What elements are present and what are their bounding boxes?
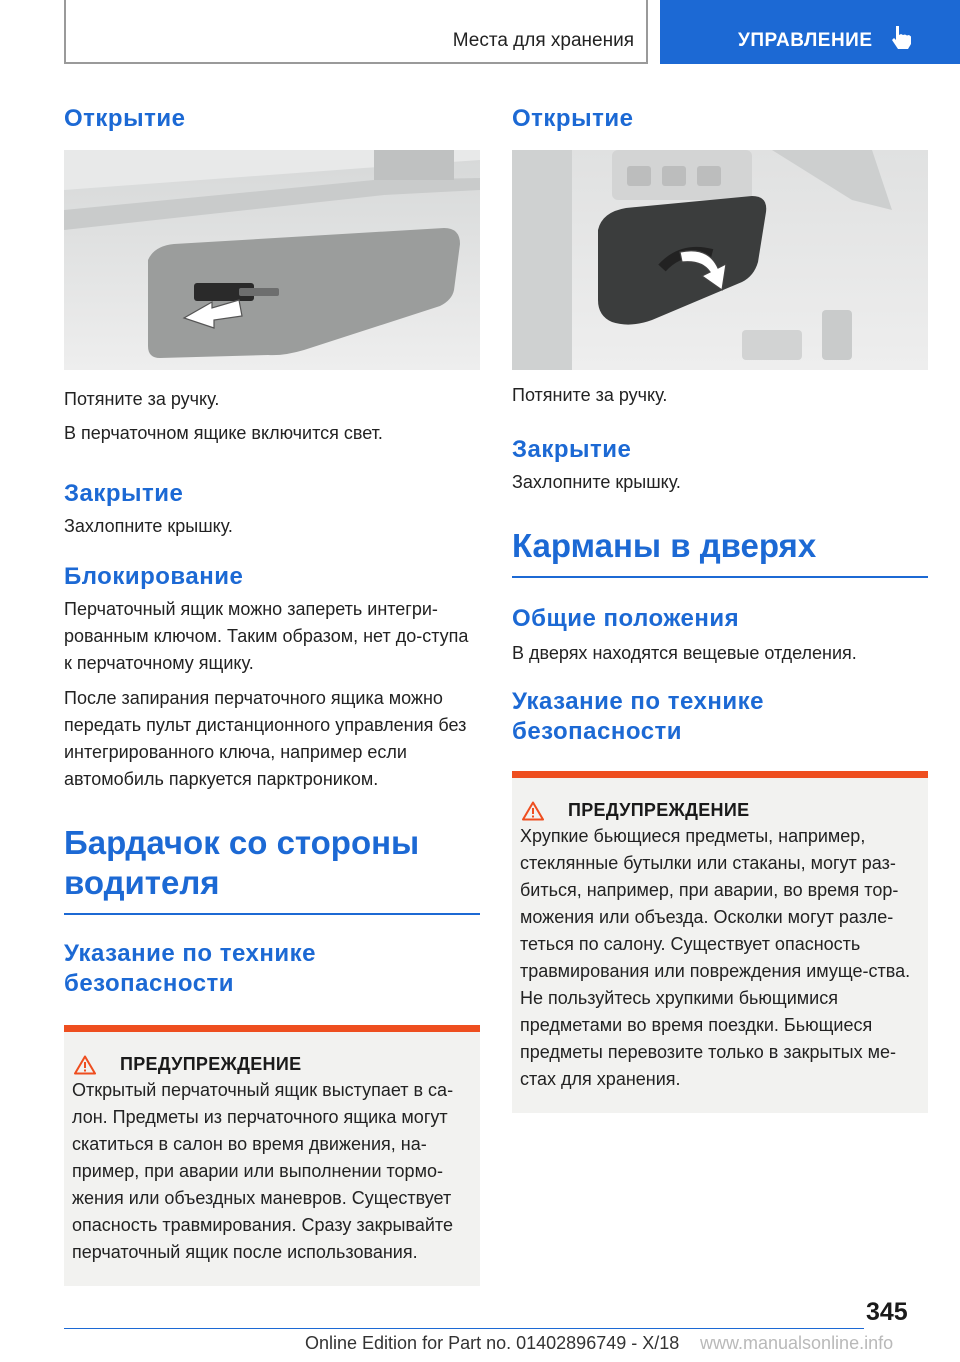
warning-title-left: ПРЕДУПРЕЖДЕНИЕ [120, 1054, 302, 1074]
warning-box-left [64, 1025, 480, 1286]
heading-open-right: Открытие [512, 105, 634, 132]
glovebox-open-arrow-icon [64, 150, 480, 370]
heading-safety-right: Указание по технике безопасности [512, 688, 764, 745]
watermark-text: www.manualsonline.info [700, 1333, 894, 1353]
section-door-pockets: Карманы в дверях [512, 527, 817, 564]
driver-compartment-photo [512, 150, 928, 370]
page-number: 345 [866, 1298, 908, 1326]
section-title: Места для хранения [452, 30, 634, 51]
left-column [64, 100, 480, 1286]
glovebox-open-photo [64, 150, 480, 370]
header-section-box [64, 0, 648, 64]
warning-box-right [512, 771, 928, 1113]
close-text-left: Захлопните крышку. [64, 516, 233, 536]
right-column [512, 100, 928, 1113]
warning-triangle-icon [522, 801, 544, 821]
hand-pointer-icon [890, 24, 914, 50]
heading-general: Общие положения [512, 605, 740, 632]
close-text-right: Захлопните крышку. [512, 472, 681, 492]
heading-lock: Блокирование [64, 563, 244, 590]
lock-paragraph-2: После запирания перчаточного ящика можно передать пульт дистанционного управления без интегрированного ключа, например если автомобиль паркуется парктроником. [64, 688, 467, 789]
section-rule-right [512, 576, 928, 578]
section-driver-glovebox: Бардачок со стороны водителя [64, 824, 420, 901]
light-on-text: В перчаточном ящике включится свет. [64, 423, 383, 443]
warning-text-left: Открытый перчаточный ящик выступает в са-лон. Предметы из перчаточного ящика могут скатиться в салон во время движения, на-пример, при аварии или выполнении тормо-жения или объездных маневров. Существует опасность травмирования. Сразу закрывайте перчаточный ящик после использования. [72, 1080, 454, 1262]
heading-safety-left: Указание по технике безопасности [64, 940, 316, 997]
compartment-open-arrow-icon [512, 150, 928, 370]
general-text: В дверях находятся вещевые отделения. [512, 643, 857, 663]
warning-title-right: ПРЕДУПРЕЖДЕНИЕ [568, 800, 750, 820]
pull-handle-text-left: Потяните за ручку. [64, 389, 220, 409]
heading-close-right: Закрытие [512, 436, 632, 463]
edition-text: Online Edition for Part no. 01402896749 - X/18 [305, 1333, 680, 1353]
pull-handle-text-right: Потяните за ручку. [512, 385, 668, 405]
footer-rule [64, 1328, 864, 1329]
section-rule-left [64, 913, 480, 915]
lock-paragraph-1: Перчаточный ящик можно запереть интегри-рованным ключом. Таким образом, нет до-ступа к перчаточному ящику. [64, 599, 469, 673]
chapter-tab[interactable] [660, 0, 960, 64]
warning-text-right: Хрупкие бьющиеся предметы, например, стеклянные бутылки или стаканы, могут раз-биться, например, при аварии, во время тор-можения или объезда. Осколки могут разле-теться по салону. Существует опасность травмирования или повреждения имуще-ства. Не пользуйтесь хрупкими бьющимися предметами во время поездки. Бьющиеся предметы перевозите только в закрытых ме-стах для хранения. [520, 826, 911, 1089]
warning-triangle-icon [74, 1055, 96, 1075]
heading-close-left: Закрытие [64, 480, 184, 507]
heading-open-left: Открытие [64, 105, 186, 132]
chapter-tab-label: УПРАВЛЕНИЕ [738, 30, 873, 51]
